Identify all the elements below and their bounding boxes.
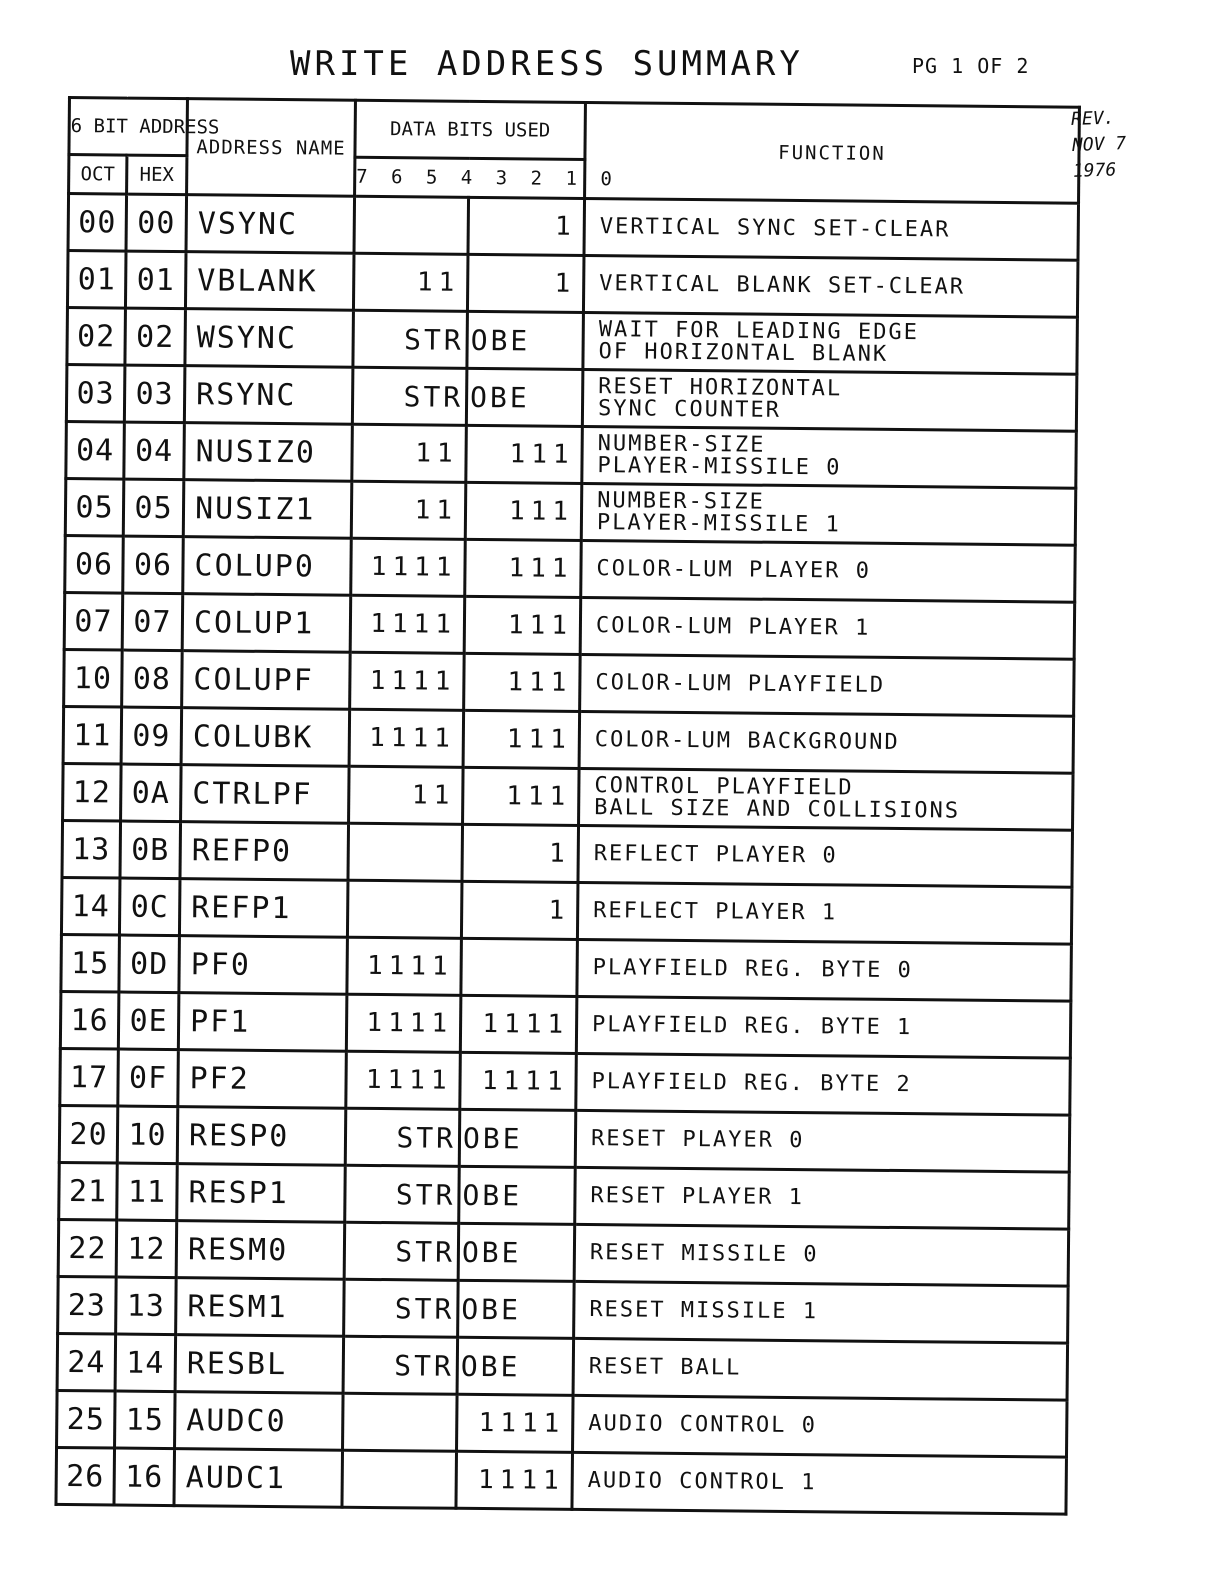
address-name: COLUP1 bbox=[182, 594, 351, 653]
function-description bbox=[580, 654, 1075, 716]
function-description bbox=[573, 1395, 1068, 1457]
function-line-2: PLAYER-MISSILE 0 bbox=[597, 453, 842, 481]
address-name: WSYNC bbox=[185, 309, 354, 368]
data-bits-high: 1111 bbox=[346, 994, 461, 1052]
hex-address: 16 bbox=[114, 1448, 175, 1506]
table-row bbox=[57, 1333, 1068, 1400]
octal-address: 05 bbox=[65, 478, 124, 536]
function-line-1: AUDIO CONTROL 1 bbox=[587, 1468, 817, 1496]
page-title: WRITE ADDRESS SUMMARY bbox=[290, 44, 804, 84]
address-name: PF1 bbox=[178, 993, 347, 1052]
octal-address: 10 bbox=[64, 649, 123, 707]
function-line-1: WAIT FOR LEADING EDGE bbox=[598, 317, 920, 346]
hex-address: 09 bbox=[121, 707, 182, 765]
octal-address: 03 bbox=[66, 365, 125, 423]
function-description bbox=[582, 369, 1077, 431]
function-description bbox=[575, 1110, 1070, 1172]
address-name: REFP1 bbox=[179, 879, 348, 938]
data-bits-high: 1111 bbox=[351, 538, 466, 596]
hex-address: 01 bbox=[125, 251, 186, 309]
function-line-1: RESET PLAYER 1 bbox=[590, 1183, 805, 1211]
data-bits-high: STR bbox=[345, 1108, 460, 1166]
address-name: AUDC0 bbox=[175, 1392, 344, 1451]
revision-month: NOV 7 bbox=[1071, 133, 1127, 156]
octal-address: 23 bbox=[58, 1276, 117, 1334]
address-name: AUDC1 bbox=[174, 1449, 343, 1508]
address-name: NUSIZ1 bbox=[183, 480, 352, 539]
octal-address: 24 bbox=[57, 1333, 116, 1391]
data-bits-low: 1111 bbox=[456, 1451, 573, 1509]
hex-address: 07 bbox=[122, 593, 183, 651]
data-bits-high: STR bbox=[353, 310, 468, 368]
data-bits-high: 1111 bbox=[346, 1051, 461, 1109]
data-bits-low: 1 bbox=[462, 824, 579, 882]
data-bits-low: 111 bbox=[463, 767, 580, 825]
function-line-1: RESET HORIZONTAL bbox=[598, 374, 843, 402]
data-bits-high: 1111 bbox=[350, 595, 465, 653]
function-description bbox=[583, 255, 1078, 317]
data-bits-high bbox=[354, 196, 469, 254]
function-description bbox=[579, 711, 1074, 773]
address-name: COLUBK bbox=[181, 708, 350, 767]
octal-address: 00 bbox=[68, 194, 127, 252]
data-bits-high: STR bbox=[344, 1222, 459, 1280]
function-description bbox=[583, 312, 1078, 374]
hex-address: 10 bbox=[117, 1106, 178, 1164]
octal-address: 11 bbox=[63, 706, 122, 764]
function-description bbox=[574, 1224, 1069, 1286]
function-description bbox=[577, 939, 1072, 1001]
function-line-1: VERTICAL BLANK SET-CLEAR bbox=[599, 271, 966, 300]
table-row bbox=[67, 251, 1078, 318]
octal-address: 01 bbox=[67, 251, 126, 309]
address-name: VSYNC bbox=[186, 195, 355, 254]
hex-address: 08 bbox=[122, 650, 183, 708]
octal-address: 26 bbox=[56, 1447, 115, 1505]
table-row bbox=[66, 421, 1077, 488]
hex-address: 15 bbox=[115, 1391, 176, 1449]
hex-address: 03 bbox=[124, 365, 185, 423]
data-bits-high: STR bbox=[343, 1336, 458, 1394]
header-address-name: ADDRESS NAME bbox=[187, 99, 356, 197]
data-bits-low: OBE bbox=[457, 1337, 574, 1395]
hex-address: 06 bbox=[123, 536, 184, 594]
hex-address: 0B bbox=[120, 821, 181, 879]
function-line-1: COLOR-LUM PLAYFIELD bbox=[595, 670, 886, 698]
table-row bbox=[68, 194, 1079, 261]
table-row bbox=[65, 478, 1076, 545]
function-line-1: AUDIO CONTROL 0 bbox=[588, 1411, 818, 1439]
address-name: VBLANK bbox=[185, 252, 354, 311]
address-name: RESP1 bbox=[177, 1164, 346, 1223]
function-description bbox=[582, 426, 1077, 488]
function-line-1: COLOR-LUM PLAYER 1 bbox=[595, 613, 871, 641]
table-row bbox=[58, 1276, 1069, 1343]
data-bits-low: 1111 bbox=[457, 1394, 574, 1452]
function-description bbox=[584, 198, 1079, 260]
hex-address: 12 bbox=[116, 1220, 177, 1278]
header-function: FUNCTION bbox=[585, 102, 1080, 203]
data-bits-low: 1111 bbox=[460, 1052, 577, 1110]
data-bits-high bbox=[348, 823, 463, 881]
octal-address: 17 bbox=[60, 1048, 119, 1106]
function-line-2: SYNC COUNTER bbox=[597, 396, 782, 423]
data-bits-low: 1 bbox=[461, 881, 578, 939]
function-line-1: PLAYFIELD REG. BYTE 1 bbox=[591, 1012, 913, 1041]
hex-address: 0C bbox=[119, 878, 180, 936]
data-bits-low: 111 bbox=[465, 482, 582, 540]
octal-address: 07 bbox=[64, 592, 123, 650]
data-bits-low: 111 bbox=[463, 710, 580, 768]
address-name: COLUPF bbox=[182, 651, 351, 710]
function-line-1: RESET BALL bbox=[588, 1354, 742, 1381]
header-oct: OCT bbox=[69, 155, 127, 195]
function-description bbox=[574, 1281, 1069, 1343]
octal-address: 16 bbox=[60, 991, 119, 1049]
table-body bbox=[56, 194, 1079, 1515]
data-bits-low: OBE bbox=[459, 1166, 576, 1224]
data-bits-high: STR bbox=[345, 1165, 460, 1223]
data-bits-low: OBE bbox=[466, 368, 583, 426]
hex-address: 00 bbox=[126, 194, 187, 252]
function-line-1: COLOR-LUM BACKGROUND bbox=[594, 727, 900, 756]
revision-label: REV. bbox=[1070, 107, 1115, 130]
function-description bbox=[576, 1053, 1071, 1115]
function-line-1: RESET MISSILE 1 bbox=[589, 1297, 819, 1325]
address-name: RESBL bbox=[175, 1335, 344, 1394]
data-bits-low: OBE bbox=[459, 1109, 576, 1167]
address-name: PF2 bbox=[178, 1050, 347, 1109]
data-bits-high bbox=[347, 880, 462, 938]
function-description bbox=[579, 768, 1074, 830]
table-row bbox=[63, 706, 1074, 773]
data-bits-high: 11 bbox=[353, 253, 468, 311]
address-name: RESM0 bbox=[176, 1221, 345, 1280]
octal-address: 25 bbox=[57, 1390, 116, 1448]
hex-address: 0E bbox=[118, 992, 179, 1050]
write-address-table bbox=[54, 96, 1080, 1516]
data-bits-high: 1111 bbox=[349, 709, 464, 767]
data-bits-high: 11 bbox=[352, 424, 467, 482]
data-bits-low: 1 bbox=[468, 197, 585, 255]
table-row bbox=[59, 1105, 1070, 1172]
data-bits-high: 11 bbox=[349, 766, 464, 824]
octal-address: 13 bbox=[62, 820, 121, 878]
table-row bbox=[63, 763, 1074, 830]
function-line-1: CONTROL PLAYFIELD bbox=[594, 773, 854, 801]
function-line-1: PLAYFIELD REG. BYTE 0 bbox=[592, 955, 913, 984]
hex-address: 02 bbox=[125, 308, 186, 366]
data-bits-high: 1111 bbox=[347, 937, 462, 995]
table-row bbox=[58, 1219, 1069, 1286]
table-row bbox=[61, 877, 1072, 944]
function-line-2: PLAYER-MISSILE 1 bbox=[596, 510, 841, 538]
data-bits-high bbox=[342, 1450, 457, 1508]
table-row bbox=[65, 535, 1076, 602]
data-bits-low: 111 bbox=[465, 539, 582, 597]
hex-address: 05 bbox=[123, 479, 184, 537]
header-address-group: 6 BIT ADDRESS bbox=[69, 98, 188, 156]
octal-address: 04 bbox=[66, 421, 125, 479]
octal-address: 15 bbox=[61, 934, 120, 992]
table-row bbox=[62, 820, 1073, 887]
data-bits-high: 1111 bbox=[350, 652, 465, 710]
table-row bbox=[60, 1048, 1071, 1115]
data-bits-low: 1111 bbox=[460, 995, 577, 1053]
octal-address: 02 bbox=[67, 308, 126, 366]
hex-address: 0A bbox=[121, 764, 182, 822]
data-bits-high: 11 bbox=[351, 481, 466, 539]
data-bits-low: 111 bbox=[464, 596, 581, 654]
table-row bbox=[57, 1390, 1068, 1457]
data-bits-low: 111 bbox=[466, 425, 583, 483]
table-row bbox=[64, 649, 1075, 716]
function-description bbox=[580, 597, 1075, 659]
function-line-1: PLAYFIELD REG. BYTE 2 bbox=[591, 1069, 912, 1098]
header-data-bits: DATA BITS USED bbox=[355, 100, 586, 159]
page-number: PG 1 OF 2 bbox=[912, 54, 1030, 78]
data-bits-high bbox=[343, 1393, 458, 1451]
data-bits-high: STR bbox=[344, 1279, 459, 1337]
function-line-2: BALL SIZE AND COLLISIONS bbox=[594, 795, 961, 824]
function-line-1: COLOR-LUM PLAYER 0 bbox=[596, 556, 872, 584]
function-line-1: REFLECT PLAYER 0 bbox=[593, 841, 838, 869]
octal-address: 12 bbox=[63, 763, 122, 821]
function-line-1: NUMBER-SIZE bbox=[597, 488, 765, 515]
header-hex: HEX bbox=[127, 155, 187, 195]
hex-address: 04 bbox=[124, 422, 185, 480]
function-line-2: OF HORIZONTAL BLANK bbox=[598, 339, 889, 367]
octal-address: 21 bbox=[59, 1162, 118, 1220]
hex-address: 14 bbox=[115, 1334, 176, 1392]
hex-address: 0F bbox=[118, 1049, 179, 1107]
address-name: CTRLPF bbox=[181, 765, 350, 824]
table-row bbox=[56, 1447, 1067, 1514]
address-name: COLUP0 bbox=[183, 537, 352, 596]
data-bits-high: STR bbox=[352, 367, 467, 425]
table-row bbox=[66, 365, 1077, 432]
data-bits-low: 1 bbox=[467, 254, 584, 312]
function-description bbox=[581, 483, 1076, 545]
function-line-1: REFLECT PLAYER 1 bbox=[593, 898, 838, 926]
table-row bbox=[61, 934, 1072, 1001]
table-row bbox=[59, 1162, 1070, 1229]
address-name: RSYNC bbox=[184, 366, 353, 425]
octal-address: 06 bbox=[65, 535, 124, 593]
address-name: NUSIZ0 bbox=[184, 423, 353, 482]
revision-year: 1976 bbox=[1072, 159, 1117, 182]
function-description bbox=[576, 996, 1071, 1058]
octal-address: 22 bbox=[58, 1219, 117, 1277]
function-description bbox=[577, 882, 1072, 944]
address-name: RESP0 bbox=[177, 1107, 346, 1166]
address-name: RESM1 bbox=[176, 1278, 345, 1337]
function-line-1: NUMBER-SIZE bbox=[597, 431, 766, 458]
function-description bbox=[572, 1452, 1067, 1514]
table-row bbox=[60, 991, 1071, 1058]
address-name: REFP0 bbox=[180, 822, 349, 881]
function-description bbox=[578, 825, 1073, 887]
function-description bbox=[575, 1167, 1070, 1229]
data-bits-low: OBE bbox=[467, 311, 584, 369]
address-name: PF0 bbox=[179, 936, 348, 995]
hex-address: 0D bbox=[119, 935, 180, 993]
function-line-1: VERTICAL SYNC SET-CLEAR bbox=[599, 214, 951, 243]
hex-address: 13 bbox=[116, 1277, 177, 1335]
function-description bbox=[573, 1338, 1068, 1400]
table-row bbox=[64, 592, 1075, 659]
table-row bbox=[67, 308, 1078, 375]
data-bits-low: OBE bbox=[458, 1223, 575, 1281]
header-bit-numbers: 7 6 5 4 3 2 1 0 bbox=[355, 157, 585, 198]
function-line-1: RESET MISSILE 0 bbox=[589, 1240, 819, 1268]
data-bits-low: 111 bbox=[464, 653, 581, 711]
function-description bbox=[581, 540, 1076, 602]
octal-address: 20 bbox=[59, 1105, 118, 1163]
octal-address: 14 bbox=[61, 877, 120, 935]
function-line-1: RESET PLAYER 0 bbox=[590, 1126, 805, 1154]
data-bits-low bbox=[461, 938, 578, 996]
hex-address: 11 bbox=[117, 1163, 178, 1221]
data-bits-low: OBE bbox=[458, 1280, 575, 1338]
